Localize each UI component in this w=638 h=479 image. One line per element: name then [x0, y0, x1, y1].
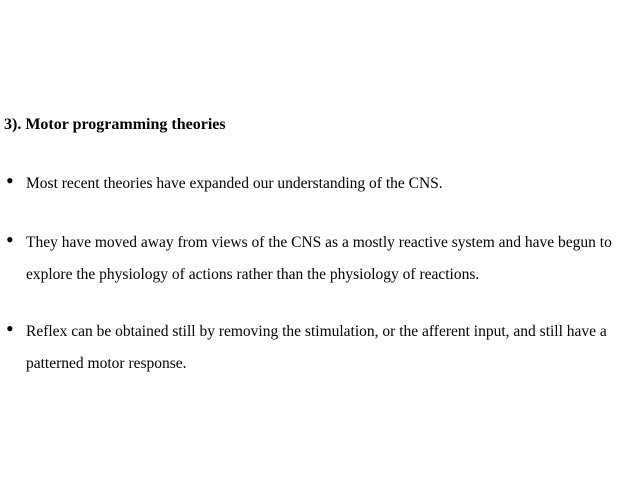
slide-heading: 3). Motor programming theories: [4, 116, 226, 133]
bullet-text: They have moved away from views of the CNS as a mostly reactive system and have begun to explore the physiology of actions rather than the physiology of reactions.: [26, 234, 612, 283]
bullet-icon: •: [6, 168, 14, 193]
bullet-text: Most recent theories have expanded our understanding of the CNS.: [26, 175, 443, 192]
bullet-icon: •: [6, 227, 14, 252]
bullet-text: Reflex can be obtained still by removing the stimulation, or the afferent input, and still have a patterned motor response.: [26, 323, 607, 372]
bullet-icon: •: [6, 316, 14, 341]
